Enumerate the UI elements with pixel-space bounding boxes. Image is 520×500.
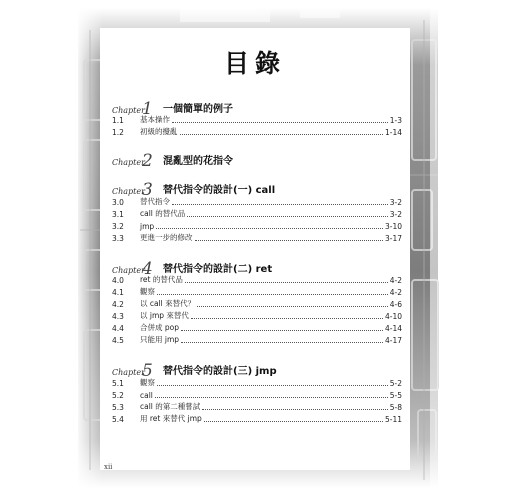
section-title: 只能用 jmp bbox=[140, 335, 180, 344]
section-title: 基本操作 bbox=[140, 115, 170, 124]
toc-entry bbox=[112, 126, 402, 137]
dot-leader bbox=[187, 215, 387, 217]
chapter-word: Chapter bbox=[112, 106, 145, 115]
toc-entry bbox=[112, 286, 402, 297]
chapter-word: Chapter bbox=[112, 266, 145, 275]
chapter-word: Chapter bbox=[112, 187, 145, 196]
section-number: 5.1 bbox=[112, 379, 124, 388]
chapter-heading-5 bbox=[112, 361, 402, 381]
page-number: 4-17 bbox=[384, 336, 402, 345]
page-title: 目錄 bbox=[223, 49, 286, 78]
section-number: 5.4 bbox=[112, 415, 124, 424]
chapter-title: 替代指令的設計(二) ret bbox=[163, 264, 273, 275]
toc-page bbox=[100, 28, 410, 470]
section-number: 4.3 bbox=[112, 312, 124, 321]
page-number: 5-11 bbox=[384, 415, 402, 424]
toc-entry bbox=[112, 334, 402, 345]
chapter-title: 一個簡單的例子 bbox=[163, 104, 233, 115]
page-number: 4-6 bbox=[389, 300, 402, 309]
dot-leader bbox=[155, 396, 388, 398]
dot-leader bbox=[172, 121, 388, 123]
toc-entry bbox=[112, 196, 402, 207]
page-number: 4-2 bbox=[389, 288, 402, 297]
dot-leader bbox=[191, 317, 383, 319]
dot-leader bbox=[197, 305, 388, 307]
page-folio: xii bbox=[104, 463, 113, 471]
dot-leader bbox=[202, 408, 387, 410]
page-number: 5-8 bbox=[389, 403, 402, 412]
toc-entry bbox=[112, 220, 402, 231]
section-title: ret 的替代品 bbox=[140, 275, 183, 284]
section-title: jmp bbox=[140, 222, 155, 231]
page-number: 3-17 bbox=[384, 234, 402, 243]
chapter-number: 4 bbox=[142, 259, 153, 279]
section-number: 3.1 bbox=[112, 210, 124, 219]
section-number: 3.2 bbox=[112, 222, 124, 231]
toc-entry bbox=[112, 114, 402, 125]
page-number: 3-2 bbox=[389, 210, 402, 219]
chapter-number: 1 bbox=[142, 99, 153, 119]
section-title: 以 call 來替代？ bbox=[140, 299, 196, 308]
section-title: call 的第二種嘗試 bbox=[140, 402, 201, 411]
section-number: 1.2 bbox=[112, 128, 124, 137]
section-title: 合併成 pop bbox=[140, 323, 179, 332]
page-number: 3-10 bbox=[384, 222, 402, 231]
section-title: call bbox=[140, 391, 153, 400]
toc-entry bbox=[112, 377, 402, 388]
toc-entry bbox=[112, 310, 402, 321]
toc-entry bbox=[112, 298, 402, 309]
dot-leader bbox=[157, 384, 388, 386]
dot-leader bbox=[185, 281, 388, 283]
section-number: 5.3 bbox=[112, 403, 124, 412]
toc-entry bbox=[112, 232, 402, 243]
section-number: 3.3 bbox=[112, 234, 124, 243]
chapter-heading-2 bbox=[112, 151, 402, 171]
dot-leader bbox=[172, 203, 388, 205]
chapter-title: 替代指令的設計(三) jmp bbox=[163, 366, 277, 377]
dot-leader bbox=[181, 329, 383, 331]
toc-entry bbox=[112, 274, 402, 285]
section-title: 以 jmp 來替代 bbox=[140, 311, 189, 320]
chapter-word: Chapter bbox=[112, 158, 145, 167]
chapter-title: 替代指令的設計(一) call bbox=[163, 185, 276, 196]
dot-leader bbox=[204, 420, 383, 422]
page-number: 4-14 bbox=[384, 324, 402, 333]
toc-entry bbox=[112, 389, 402, 400]
chapter-word: Chapter bbox=[112, 368, 145, 377]
toc-entry bbox=[112, 322, 402, 333]
page-number: 1-14 bbox=[384, 128, 402, 137]
section-number: 4.1 bbox=[112, 288, 124, 297]
chapter-heading-3 bbox=[112, 180, 402, 200]
toc-entry bbox=[112, 401, 402, 412]
section-number: 4.0 bbox=[112, 276, 124, 285]
section-title: 替代指令 bbox=[140, 197, 170, 206]
section-title: 初級的攪亂 bbox=[140, 127, 178, 136]
section-title: 更進一步的修改 bbox=[140, 233, 193, 242]
page-number: 5-2 bbox=[389, 379, 402, 388]
page-number: 4-10 bbox=[384, 312, 402, 321]
page-number: 5-5 bbox=[389, 391, 402, 400]
section-title: call 的替代品 bbox=[140, 209, 186, 218]
chapter-number: 2 bbox=[142, 151, 153, 171]
toc-entry bbox=[112, 413, 402, 424]
section-number: 1.1 bbox=[112, 116, 124, 125]
section-number: 4.5 bbox=[112, 336, 124, 345]
dot-leader bbox=[180, 133, 383, 135]
section-number: 4.4 bbox=[112, 324, 124, 333]
section-title: 用 ret 來替代 jmp bbox=[140, 414, 202, 423]
dot-leader bbox=[195, 239, 383, 241]
chapter-number: 5 bbox=[142, 361, 153, 381]
section-number: 3.0 bbox=[112, 198, 124, 207]
page-number: 4-2 bbox=[389, 276, 402, 285]
section-title: 觀察 bbox=[140, 287, 155, 296]
chapter-title: 混亂型的花指令 bbox=[163, 156, 233, 167]
section-number: 4.2 bbox=[112, 300, 124, 309]
section-number: 5.2 bbox=[112, 391, 124, 400]
dot-leader bbox=[157, 293, 388, 295]
dot-leader bbox=[156, 227, 383, 229]
chapter-number: 3 bbox=[142, 180, 153, 200]
page-number: 1-3 bbox=[389, 116, 402, 125]
toc-entry bbox=[112, 208, 402, 219]
page-number: 3-2 bbox=[389, 198, 402, 207]
dot-leader bbox=[181, 341, 383, 343]
section-title: 觀察 bbox=[140, 378, 155, 387]
